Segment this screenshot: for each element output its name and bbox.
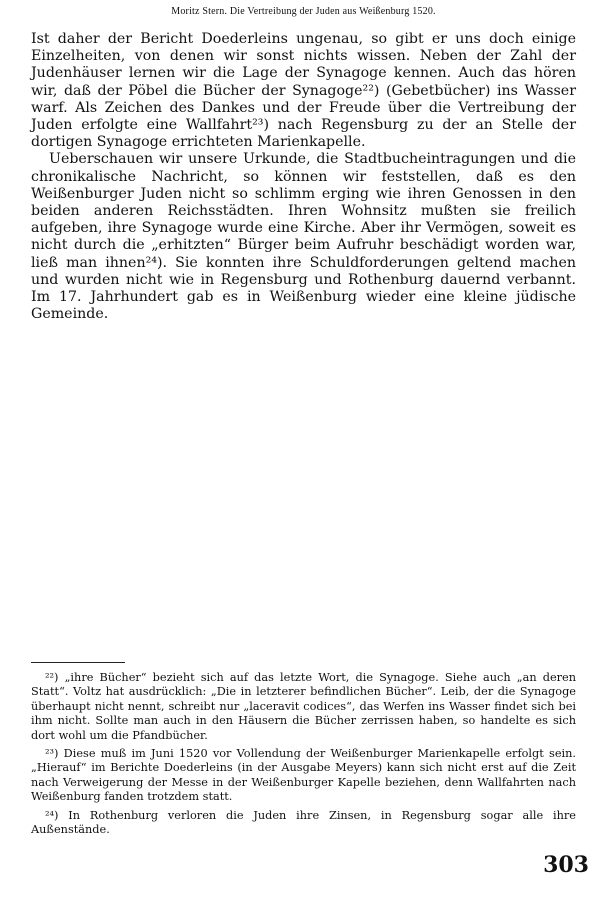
footnote-24: ²⁴) In Rothenburg verloren die Juden ihre Zinsen, in Regensburg sogar alle ihre Außenstände. [31,808,576,837]
footnotes [31,662,576,841]
paragraph: Ist daher der Bericht Doederleins ungenau, so gibt er uns doch einige Einzelheiten, von denen wir sonst nichts wissen. Neben der Zahl der Judenhäuser lernen wir die Lage der Synagoge kennen. Auch das hören wir, daß der Pöbel die Bücher der Synagoge²²) (Gebetbücher) ins Wasser warf. Als Zeichen des Dankes und der Freude über die Vertreibung der Juden erfolgte eine Wallfahrt²³) nach Regensburg zu der an Stelle der dortigen Synagoge errichteten Marienkapelle. [31,31,576,151]
page-number: 303 [543,852,589,878]
footnote-separator [31,662,125,663]
footnote-23: ²³) Diese muß im Juni 1520 vor Vollendung der Weißenburger Marienkapelle erfolgt sein. „Hierauf“ im Berichte Doederleins (in der Ausgabe Meyers) kann sich nicht erst auf die Zeit nach Verweigerung der Messe in der Weißenburger Kapelle beziehen, denn Wallfahrten nach Weißenburg fanden trotzdem statt. [31,747,576,804]
footnote-22: ²²) „ihre Bücher“ bezieht sich auf das letzte Wort, die Synagoge. Siehe auch „an deren Statt“. Voltz hat ausdrücklich: „Die in letzterer befindlichen Bücher“. Leib, der die Synagoge überhaupt nicht nennt, schreibt nur „laceravit codices“, das Werfen ins Wasser findet sich bei ihm nicht. Sollte man auch in den Häusern die Bücher zerrissen haben, so handelte es sich dort wohl um die Pfandbücher. [31,671,576,742]
running-head: Moritz Stern. Die Vertreibung der Juden aus Weißenburg 1520. [171,6,436,17]
main-text [31,31,576,323]
paragraph: Ueberschauen wir unsere Urkunde, die Stadtbucheintragungen und die chronikalische Nachricht, so können wir feststellen, daß es den Weißenburger Juden nicht so schlimm erging wie ihren Genossen in den beiden anderen Reichsstädten. Ihren Wohnsitz mußten sie freilich aufgeben, ihre Synagoge wurde eine Kirche. Aber ihr Vermögen, soweit es nicht durch die „erhitzten“ Bürger beim Aufruhr beschädigt worden war, ließ man ihnen²⁴). Sie konnten ihre Schuldforderungen geltend machen und wurden nicht wie in Regensburg und Rothenburg dauernd verbannt. Im 17. Jahrhundert gab es in Weißenburg wieder eine kleine jüdische Gemeinde. [31,151,576,323]
